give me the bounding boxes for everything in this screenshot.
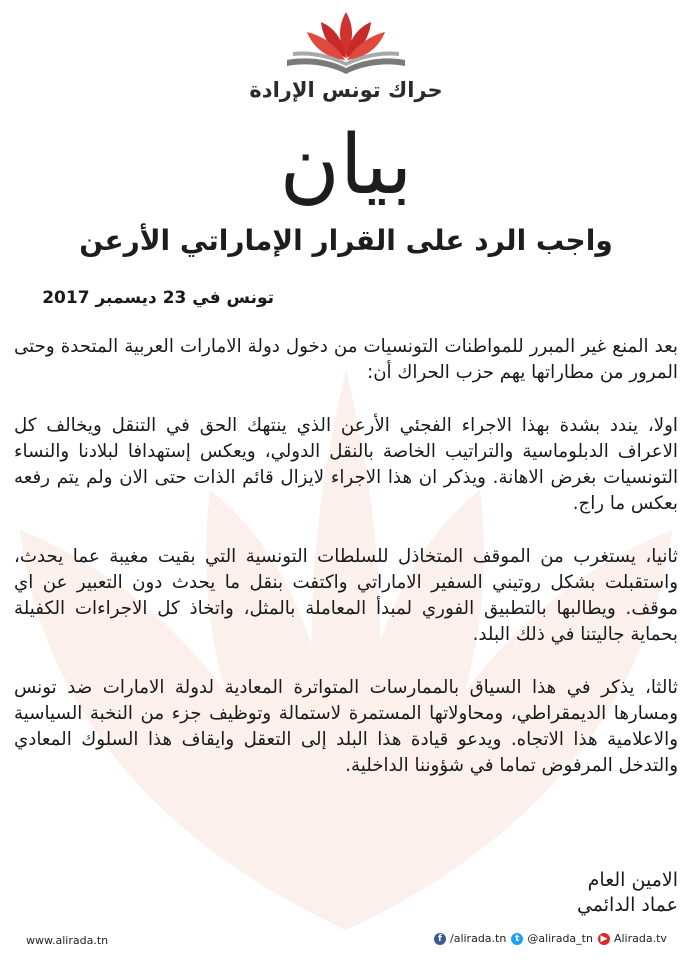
youtube-icon: ▶ (598, 933, 610, 945)
paragraph-second: ثانيا، يستغرب من الموقف المتخاذل للسلطات التونسية التي بقيت مغيبة عما يحدث، واستقبلت بشكل روتيني السفير الاماراتي واكتفت بنقل ما يحدث دون التعبير عن اي موقف. ويطالبها بالتطبيق الفوري لمبدأ المعاملة بالمثل، واتخاذ كل الاجراءات الكفيلة بحماية جاليتنا في ذلك البلد. (14, 546, 678, 645)
twitter-link[interactable] (511, 932, 593, 945)
twitter-handle: @alirada_tn (527, 932, 593, 945)
signature-name: عماد الدائمي (576, 894, 678, 916)
statement-body (14, 334, 678, 806)
footer-website[interactable]: www.alirada.tn (26, 934, 109, 947)
logo-block (0, 6, 692, 116)
org-name: حراك تونس الإرادة (249, 78, 443, 102)
signature-role: الامين العام (587, 869, 678, 891)
paragraph-intro: بعد المنع غير المبرر للمواطنات التونسيات من دخول دولة الامارات العربية المتحدة وحتى المرور من مطاراتها يهم حزب الحراك أن: (14, 336, 678, 383)
footer (0, 930, 692, 952)
twitter-icon: t (511, 933, 523, 945)
youtube-handle: Alirada.tv (613, 932, 667, 945)
page-title: بيان (279, 118, 413, 213)
paragraph-first: اولا، يندد بشدة بهذا الاجراء الفجئي الأرعن الذي ينتهك الحق في التنقل ويخالف كل الاعراف الدبلوماسية والتراتيب الخاصة بالنقل الدولي، ويعكس إستهدافا لبلادنا والنساء التونسيات بغرض الاهانة. ويذكر ان هذا الاجراء لايزال قائم الذات حتى الان ولم يتم رفعه بعكس ما راج. (14, 415, 678, 514)
signature-block (577, 868, 678, 918)
youtube-link[interactable] (598, 932, 667, 945)
facebook-handle: /alirada.tn (450, 932, 507, 945)
statement-subtitle: واجب الرد على القرار الإماراتي الأرعن (79, 224, 613, 257)
footer-social (434, 932, 667, 945)
paragraph-third: ثالثا، يذكر في هذا السياق بالممارسات المتواترة المعادية لدولة الامارات ضد تونس ومسارها الديمقراطي، ومحاولاتها المستمرة لاستمالة وتوظيف جزء من النخبة السياسية والاعلامية هذا الاتجاه. ويدعو قيادة هذا البلد إلى التعقل وايقاف هذا السلوك المعادي والتدخل المرفوض تماما في شؤوننا الداخلية. (14, 677, 678, 776)
facebook-icon: f (434, 933, 446, 945)
facebook-link[interactable] (434, 932, 506, 945)
statement-date: تونس في 23 ديسمبر 2017 (42, 288, 274, 308)
flower-book-logo-icon (281, 6, 411, 78)
